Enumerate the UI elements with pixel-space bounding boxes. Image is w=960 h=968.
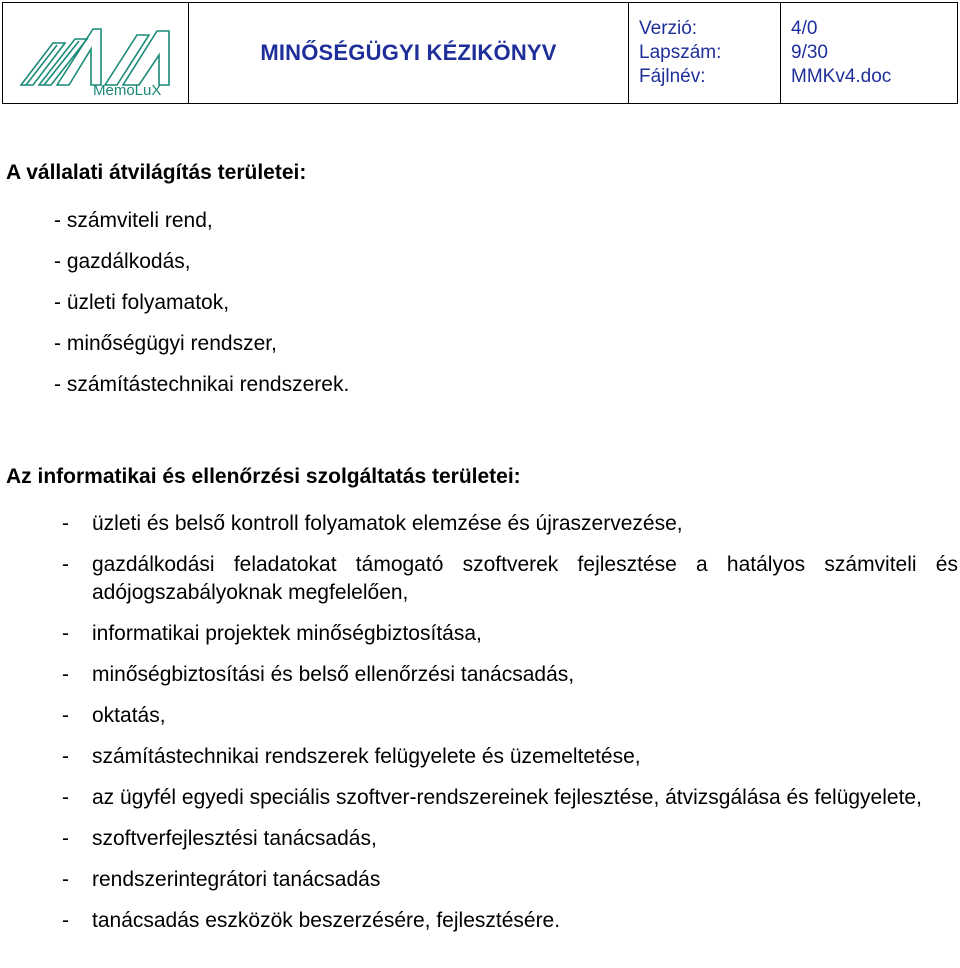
- page-number-label: Lapszám:: [639, 42, 722, 63]
- list-item-text: rendszerintegrátori tanácsadás: [92, 868, 381, 891]
- dash-bullet: -: [62, 663, 69, 686]
- section1-heading: A vállalati átvilágítás területei:: [6, 161, 307, 184]
- dash-bullet: -: [62, 553, 69, 576]
- list-item-text: üzleti és belső kontroll folyamatok elemzése és újraszervezése,: [92, 512, 683, 535]
- dash-bullet: -: [62, 827, 69, 850]
- list-item-text: minőségbiztosítási és belső ellenőrzési tanácsadás,: [92, 663, 575, 686]
- list-item: [6, 551, 958, 607]
- list-item: - számviteli rend,: [54, 209, 213, 232]
- list-item: - számítástechnikai rendszerek.: [54, 373, 350, 396]
- list-item-text: számítástechnikai rendszerek felügyelete és üzemeltetése,: [92, 745, 641, 768]
- list-item: [6, 907, 958, 935]
- list-item: [6, 784, 958, 812]
- list-item: [6, 866, 958, 894]
- dash-bullet: -: [62, 909, 69, 932]
- dash-bullet: -: [62, 622, 69, 645]
- list-item-text: informatikai projektek minőségbiztosítása,: [92, 622, 482, 645]
- meta-labels-cell: [629, 3, 781, 103]
- document-header: [2, 2, 958, 104]
- audit-areas-list: [6, 200, 958, 405]
- list-item-text: szoftverfejlesztési tanácsadás,: [92, 827, 377, 850]
- memolux-logo-icon: [17, 25, 177, 97]
- dash-bullet: -: [62, 745, 69, 768]
- list-item: [6, 620, 958, 648]
- list-item-text: tanácsadás eszközök beszerzésére, fejlesztésére.: [92, 909, 561, 932]
- list-item: - gazdálkodás,: [54, 250, 191, 273]
- list-item: [6, 743, 958, 771]
- section2-heading: Az informatikai és ellenőrzési szolgáltatás területei:: [6, 465, 521, 488]
- filename-value: MMKv4.doc: [791, 66, 892, 87]
- list-item-text: oktatás,: [92, 704, 166, 727]
- meta-values-cell: [781, 3, 957, 103]
- version-label: Verzió:: [639, 18, 698, 39]
- dash-bullet: -: [62, 704, 69, 727]
- list-item-text: az ügyfél egyedi speciális szoftver-rendszereinek fejlesztése, átvizsgálása és felügyelete,: [92, 786, 922, 809]
- list-item-text: gazdálkodási feladatokat támogató szoftverek fejlesztése a hatályos számviteli és adójogszabályoknak megfelelően,: [92, 553, 958, 604]
- services-list: [6, 510, 958, 935]
- list-item: [6, 702, 958, 730]
- title-cell: [189, 3, 629, 103]
- page-number-value: 9/30: [791, 42, 828, 63]
- list-item: [6, 661, 958, 689]
- logo-cell: [3, 3, 189, 103]
- svg-text:MemoLuX: MemoLuX: [93, 82, 162, 97]
- list-item: - minőségügyi rendszer,: [54, 332, 277, 355]
- list-item: - üzleti folyamatok,: [54, 291, 230, 314]
- version-value: 4/0: [791, 18, 818, 39]
- dash-bullet: -: [62, 512, 69, 535]
- document-title: MINŐSÉGÜGYI KÉZIKÖNYV: [260, 40, 557, 65]
- list-item: [6, 510, 958, 538]
- dash-bullet: -: [62, 868, 69, 891]
- filename-label: Fájlnév:: [639, 66, 706, 87]
- list-item: [6, 825, 958, 853]
- dash-bullet: -: [62, 786, 69, 809]
- document-body: [6, 160, 958, 948]
